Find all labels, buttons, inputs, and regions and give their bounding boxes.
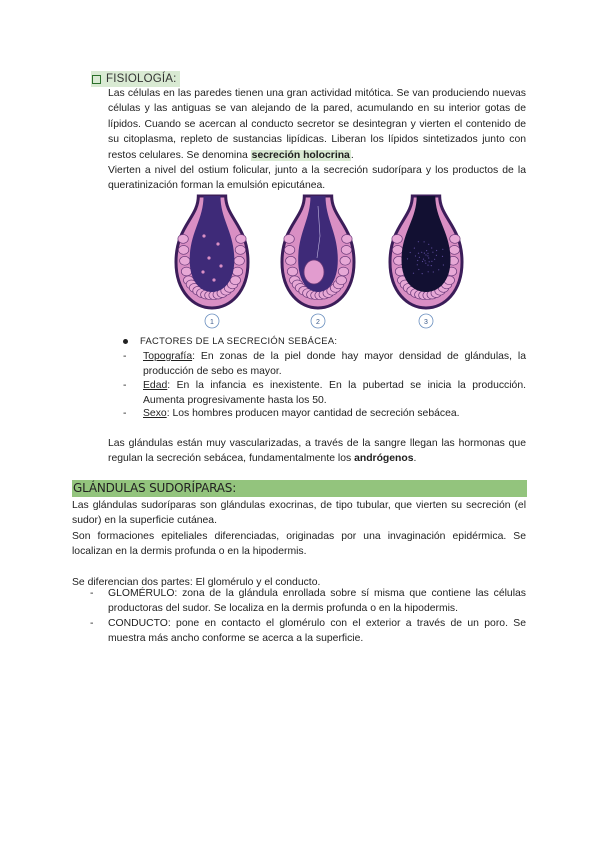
debris-dot <box>428 271 429 272</box>
debris-dot <box>415 255 416 256</box>
debris-dot <box>407 258 408 259</box>
gland-cell <box>235 246 245 255</box>
gland-cell <box>284 235 294 244</box>
debris-dot <box>410 252 411 253</box>
factor-term: Edad <box>143 380 168 391</box>
sudoriparas-paragraph-3: Se diferencian dos partes: El glomérulo y el conducto. <box>72 576 321 588</box>
debris-dot <box>433 271 434 272</box>
debris-dot <box>442 249 443 250</box>
conducto-text: CONDUCTO: pone en contacto el glomérulo con el exterior a través de un poro. Se muestra más ancho conforme se acerca a la superficie. <box>108 618 526 645</box>
debris-dot <box>427 255 428 256</box>
sudoriparas-paragraph-2: Son formaciones epiteliales diferenciadas, originadas por una invaginación epidérmica. Se localizan en la dermis profunda o en la hipodermis. <box>72 530 526 558</box>
debris-dot <box>442 256 443 257</box>
gland-cell <box>180 256 190 265</box>
debris-dot <box>424 241 425 242</box>
sudoriparas-heading: GLÁNDULAS SUDORÍPARAS: <box>72 480 527 497</box>
debris-dot <box>428 257 429 258</box>
gland-cell <box>234 256 244 265</box>
secrecion-holocrina-highlight: secreción holocrina <box>251 149 350 161</box>
debris-dot <box>431 265 432 266</box>
fisiologia-heading <box>91 71 180 87</box>
gland-cell <box>392 235 402 244</box>
gland-cell <box>181 267 191 276</box>
gland-cell <box>340 256 350 265</box>
debris-dot <box>423 259 424 260</box>
gland-cell <box>450 235 460 244</box>
vascular-paragraph <box>108 436 526 467</box>
factor-term: Sexo <box>143 408 167 419</box>
debris-dot <box>438 269 439 270</box>
figure-label-3: 3 <box>424 319 428 326</box>
para1-text: Las células en las paredes tienen una gran actividad mitótica. Se van produciendo nuevas células y las antiguas se van alejando de la pared, acumulando en su interior gotas de lípidos. Cuando se acercan al conducto secretor se desintegran y vierten el contenido de su citoplasma, repleto de sustancias lipídicas. Liberan los lípidos sintetizados junto con restos celulares. Se denomina <box>108 88 526 161</box>
fisiologia-paragraph-2: Vierten a nivel del ostium folicular, junto a la secreción sudorípara y los productos de la queratinización forman la emulsión epicutánea. <box>108 165 526 192</box>
factor-term: Topografía <box>143 351 193 362</box>
debris-dot <box>428 244 429 245</box>
gland-cell <box>232 267 242 276</box>
bullet-dot-icon <box>123 339 128 344</box>
debris-dot <box>424 253 425 254</box>
gland-cell <box>341 246 351 255</box>
dash-marker: - <box>90 588 94 599</box>
debris-dot <box>425 254 426 255</box>
debris-dot <box>421 252 422 253</box>
gland-cell <box>236 235 246 244</box>
gland-stage-3 <box>390 196 462 308</box>
factores-bullet <box>123 334 337 348</box>
factor-text: : En la infancia es inexistente. En la pubertad se inicia la producción. Aumenta progresivamente hasta los 50. <box>143 380 526 407</box>
debris-dot <box>418 253 419 254</box>
lipid-droplet <box>201 270 204 273</box>
debris-dot <box>413 273 414 274</box>
gland-cell <box>287 267 297 276</box>
gland-cell <box>178 235 188 244</box>
debris-dot <box>422 273 423 274</box>
debris-dot <box>431 247 432 248</box>
debris-dot <box>417 260 418 261</box>
lipid-droplet <box>207 256 210 259</box>
vascular-end: . <box>413 453 417 465</box>
gland-stage-2 <box>282 196 354 308</box>
sudoriparas-body <box>72 498 526 590</box>
debris-dot <box>432 252 433 253</box>
debris-dot <box>424 260 425 261</box>
dash-marker: - <box>90 618 94 629</box>
gland-cell <box>336 276 346 285</box>
dash-marker: - <box>123 408 127 419</box>
checkbox-icon <box>92 75 101 84</box>
lipid-droplet <box>212 278 215 281</box>
gland-cell <box>284 246 294 255</box>
factor-text: : En zonas de la piel donde hay mayor densidad de glándulas, la producción de sebo es mayor. <box>143 351 526 378</box>
debris-dot <box>431 261 432 262</box>
gland-cell <box>230 276 240 285</box>
debris-dot <box>419 257 420 258</box>
fisiologia-paragraph-1 <box>108 86 526 194</box>
debris-dot <box>418 269 419 270</box>
factores-title: FACTORES DE LA SECRECIÓN SEBÁCEA: <box>140 335 338 346</box>
gland-cell <box>342 235 352 244</box>
debris-dot <box>418 241 419 242</box>
debris-dot <box>427 253 428 254</box>
gland-cell <box>449 246 459 255</box>
debris-dot <box>414 248 415 249</box>
factor-text: : Los hombres producen mayor cantidad de secreción sebácea. <box>166 408 460 419</box>
debris-dot <box>426 250 427 251</box>
gland-cell <box>286 256 296 265</box>
detaching-cell <box>304 260 324 284</box>
sebaceous-gland-figure <box>170 192 470 332</box>
figure-label-1-group <box>205 314 219 328</box>
figure-label-2-group <box>311 314 325 328</box>
gland-stage-1 <box>176 196 248 308</box>
dash-marker: - <box>123 380 127 391</box>
debris-dot <box>429 261 430 262</box>
debris-dot <box>443 264 444 265</box>
dash-marker: - <box>123 351 127 362</box>
debris-dot <box>427 265 428 266</box>
sudoriparas-paragraph-1: Las glándulas sudoríparas son glándulas exocrinas, de tipo tubular, que vierten su secreción (el sudor) en la superficie cutánea. <box>72 500 526 527</box>
lipid-droplet <box>202 234 205 237</box>
androgenos-bold: andrógenos <box>354 453 414 465</box>
gland-cell <box>338 267 348 276</box>
figure-label-2: 2 <box>316 319 320 326</box>
figure-label-1: 1 <box>210 319 214 326</box>
para1-end: . <box>350 149 354 161</box>
lipid-droplet <box>216 242 219 245</box>
debris-dot <box>417 264 418 265</box>
debris-dot <box>436 250 437 251</box>
lipid-droplet <box>219 264 222 267</box>
glomerulo-text: GLOMÉRULO: zona de la glándula enrollada sobre sí misma que contiene las células productoras del sudor. Se localiza en la dermis profunda o en la hipodermis. <box>108 588 526 615</box>
debris-dot <box>434 259 435 260</box>
gland-cell <box>392 246 402 255</box>
fisiologia-heading-text: FISIOLOGÍA: <box>106 73 177 85</box>
gland-cell <box>178 246 188 255</box>
vascular-text: Las glándulas están muy vascularizadas, a través de la sangre llegan las hormonas que regulan la secreción sebácea, fundamentalmente los <box>108 438 526 465</box>
debris-dot <box>436 255 437 256</box>
figure-label-3-group <box>419 314 433 328</box>
debris-dot <box>425 263 426 264</box>
debris-dot <box>422 261 423 262</box>
